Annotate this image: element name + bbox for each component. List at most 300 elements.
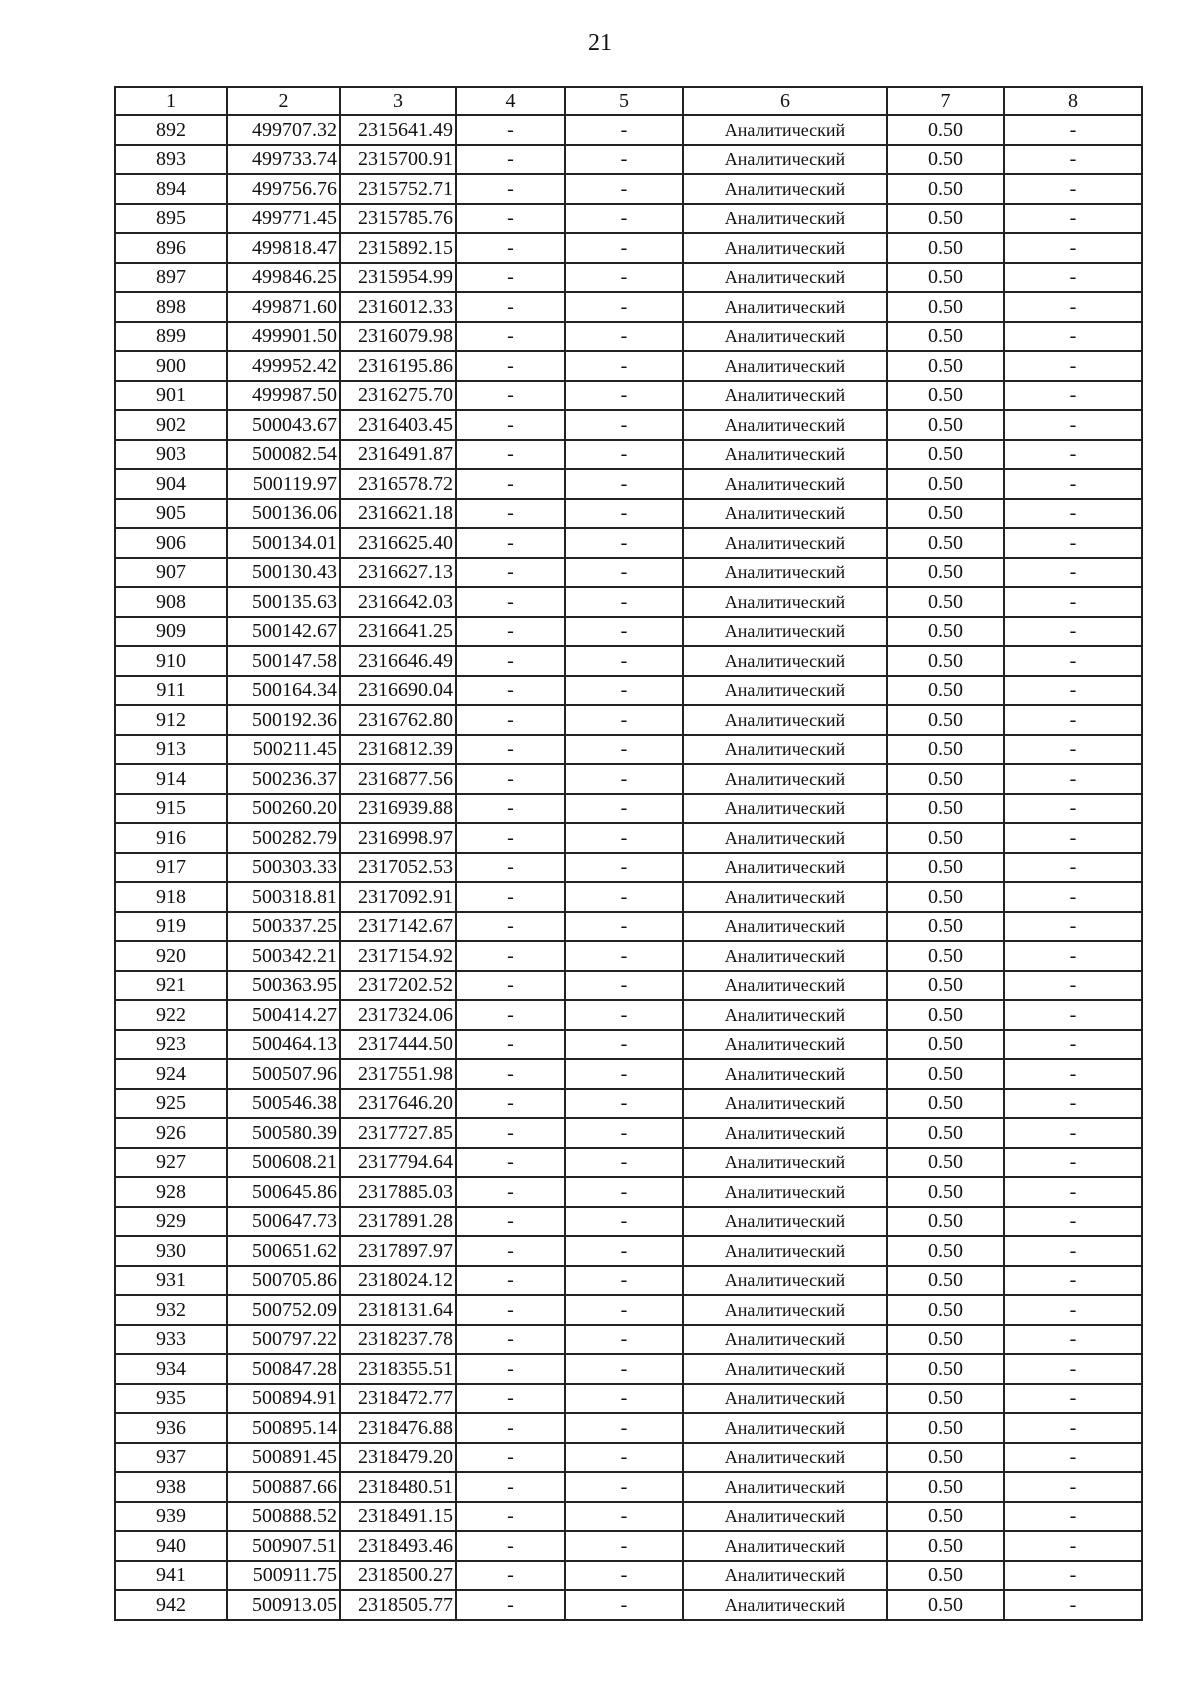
cell-col-4: - (456, 1325, 565, 1355)
cell-point-number: 898 (115, 292, 227, 322)
table-row (115, 1590, 1142, 1620)
cell-method: Аналитический (683, 145, 887, 175)
cell-col-8: - (1004, 882, 1142, 912)
cell-x-coordinate: 500282.79 (227, 823, 340, 853)
cell-col-5: - (565, 1030, 683, 1060)
cell-y-coordinate: 2316578.72 (340, 469, 456, 499)
table-row (115, 1266, 1142, 1296)
cell-method: Аналитический (683, 1000, 887, 1030)
cell-accuracy: 0.50 (887, 1413, 1004, 1443)
cell-x-coordinate: 500705.86 (227, 1266, 340, 1296)
cell-point-number: 941 (115, 1561, 227, 1591)
cell-point-number: 938 (115, 1472, 227, 1502)
cell-accuracy: 0.50 (887, 410, 1004, 440)
cell-y-coordinate: 2317202.52 (340, 971, 456, 1001)
table-row (115, 617, 1142, 647)
cell-accuracy: 0.50 (887, 233, 1004, 263)
table-row (115, 1236, 1142, 1266)
cell-col-5: - (565, 1089, 683, 1119)
cell-col-8: - (1004, 1266, 1142, 1296)
table-row (115, 174, 1142, 204)
table-header-row (115, 87, 1142, 115)
cell-col-4: - (456, 1118, 565, 1148)
cell-x-coordinate: 499952.42 (227, 351, 340, 381)
table-row (115, 1561, 1142, 1591)
cell-point-number: 894 (115, 174, 227, 204)
cell-accuracy: 0.50 (887, 646, 1004, 676)
cell-col-5: - (565, 381, 683, 411)
cell-col-4: - (456, 233, 565, 263)
table-row (115, 1030, 1142, 1060)
cell-x-coordinate: 500136.06 (227, 499, 340, 529)
cell-col-8: - (1004, 322, 1142, 352)
cell-method: Аналитический (683, 440, 887, 470)
cell-col-4: - (456, 440, 565, 470)
cell-accuracy: 0.50 (887, 528, 1004, 558)
cell-col-4: - (456, 1472, 565, 1502)
cell-point-number: 912 (115, 705, 227, 735)
cell-method: Аналитический (683, 794, 887, 824)
table-row (115, 499, 1142, 529)
cell-y-coordinate: 2316625.40 (340, 528, 456, 558)
cell-y-coordinate: 2317324.06 (340, 1000, 456, 1030)
cell-col-4: - (456, 912, 565, 942)
cell-y-coordinate: 2316939.88 (340, 794, 456, 824)
cell-point-number: 929 (115, 1207, 227, 1237)
cell-col-8: - (1004, 1148, 1142, 1178)
cell-col-8: - (1004, 823, 1142, 853)
cell-col-8: - (1004, 1384, 1142, 1414)
cell-point-number: 903 (115, 440, 227, 470)
column-header-6: 6 (683, 87, 887, 115)
cell-col-8: - (1004, 912, 1142, 942)
cell-accuracy: 0.50 (887, 587, 1004, 617)
cell-x-coordinate: 500752.09 (227, 1295, 340, 1325)
cell-x-coordinate: 500608.21 (227, 1148, 340, 1178)
cell-method: Аналитический (683, 941, 887, 971)
cell-x-coordinate: 500192.36 (227, 705, 340, 735)
cell-point-number: 896 (115, 233, 227, 263)
cell-method: Аналитический (683, 971, 887, 1001)
cell-point-number: 913 (115, 735, 227, 765)
cell-y-coordinate: 2315700.91 (340, 145, 456, 175)
table-row (115, 440, 1142, 470)
cell-method: Аналитический (683, 1059, 887, 1089)
cell-x-coordinate: 500318.81 (227, 882, 340, 912)
cell-col-8: - (1004, 558, 1142, 588)
cell-col-8: - (1004, 1177, 1142, 1207)
column-header-3: 3 (340, 87, 456, 115)
cell-col-4: - (456, 1000, 565, 1030)
cell-accuracy: 0.50 (887, 617, 1004, 647)
cell-col-8: - (1004, 1443, 1142, 1473)
cell-col-5: - (565, 646, 683, 676)
cell-accuracy: 0.50 (887, 1236, 1004, 1266)
cell-col-4: - (456, 558, 565, 588)
cell-x-coordinate: 500891.45 (227, 1443, 340, 1473)
cell-col-8: - (1004, 410, 1142, 440)
cell-col-4: - (456, 351, 565, 381)
cell-col-5: - (565, 735, 683, 765)
cell-method: Аналитический (683, 1531, 887, 1561)
cell-method: Аналитический (683, 882, 887, 912)
cell-accuracy: 0.50 (887, 1354, 1004, 1384)
cell-col-4: - (456, 1443, 565, 1473)
cell-point-number: 895 (115, 204, 227, 234)
cell-y-coordinate: 2316812.39 (340, 735, 456, 765)
cell-col-8: - (1004, 735, 1142, 765)
cell-col-5: - (565, 351, 683, 381)
column-header-8: 8 (1004, 87, 1142, 115)
cell-col-5: - (565, 1384, 683, 1414)
table-row (115, 263, 1142, 293)
cell-col-4: - (456, 115, 565, 145)
cell-y-coordinate: 2316998.97 (340, 823, 456, 853)
cell-col-4: - (456, 528, 565, 558)
table-row (115, 646, 1142, 676)
cell-col-8: - (1004, 676, 1142, 706)
cell-col-8: - (1004, 1561, 1142, 1591)
cell-col-8: - (1004, 499, 1142, 529)
cell-col-8: - (1004, 381, 1142, 411)
cell-point-number: 920 (115, 941, 227, 971)
cell-x-coordinate: 500236.37 (227, 764, 340, 794)
cell-col-8: - (1004, 1059, 1142, 1089)
cell-x-coordinate: 500414.27 (227, 1000, 340, 1030)
cell-point-number: 900 (115, 351, 227, 381)
cell-accuracy: 0.50 (887, 174, 1004, 204)
cell-point-number: 924 (115, 1059, 227, 1089)
cell-y-coordinate: 2318493.46 (340, 1531, 456, 1561)
table-row (115, 1354, 1142, 1384)
cell-col-8: - (1004, 1000, 1142, 1030)
cell-x-coordinate: 500913.05 (227, 1590, 340, 1620)
cell-col-8: - (1004, 1207, 1142, 1237)
cell-x-coordinate: 500647.73 (227, 1207, 340, 1237)
table-row (115, 882, 1142, 912)
column-header-5: 5 (565, 87, 683, 115)
table-row (115, 1502, 1142, 1532)
cell-method: Аналитический (683, 528, 887, 558)
cell-col-5: - (565, 794, 683, 824)
cell-method: Аналитический (683, 351, 887, 381)
cell-col-4: - (456, 174, 565, 204)
cell-col-5: - (565, 1354, 683, 1384)
table-row (115, 1148, 1142, 1178)
table-row (115, 823, 1142, 853)
cell-method: Аналитический (683, 499, 887, 529)
cell-col-5: - (565, 322, 683, 352)
cell-point-number: 921 (115, 971, 227, 1001)
cell-method: Аналитический (683, 558, 887, 588)
cell-accuracy: 0.50 (887, 440, 1004, 470)
table-row (115, 145, 1142, 175)
cell-y-coordinate: 2318024.12 (340, 1266, 456, 1296)
cell-col-5: - (565, 1266, 683, 1296)
cell-accuracy: 0.50 (887, 764, 1004, 794)
cell-y-coordinate: 2318500.27 (340, 1561, 456, 1591)
cell-point-number: 931 (115, 1266, 227, 1296)
cell-x-coordinate: 499733.74 (227, 145, 340, 175)
cell-col-5: - (565, 1000, 683, 1030)
cell-point-number: 932 (115, 1295, 227, 1325)
cell-y-coordinate: 2318479.20 (340, 1443, 456, 1473)
cell-accuracy: 0.50 (887, 381, 1004, 411)
cell-col-4: - (456, 735, 565, 765)
cell-x-coordinate: 500260.20 (227, 794, 340, 824)
table-row (115, 292, 1142, 322)
cell-method: Аналитический (683, 233, 887, 263)
cell-col-8: - (1004, 1354, 1142, 1384)
table-row (115, 528, 1142, 558)
cell-point-number: 915 (115, 794, 227, 824)
cell-col-5: - (565, 263, 683, 293)
cell-col-8: - (1004, 853, 1142, 883)
cell-col-8: - (1004, 794, 1142, 824)
cell-col-5: - (565, 1502, 683, 1532)
cell-col-4: - (456, 322, 565, 352)
cell-accuracy: 0.50 (887, 1177, 1004, 1207)
cell-accuracy: 0.50 (887, 912, 1004, 942)
cell-col-8: - (1004, 115, 1142, 145)
cell-accuracy: 0.50 (887, 882, 1004, 912)
cell-method: Аналитический (683, 1384, 887, 1414)
cell-x-coordinate: 500134.01 (227, 528, 340, 558)
cell-col-4: - (456, 676, 565, 706)
table-row (115, 1118, 1142, 1148)
table-body (115, 115, 1142, 1620)
cell-method: Аналитический (683, 676, 887, 706)
cell-col-4: - (456, 617, 565, 647)
cell-accuracy: 0.50 (887, 1030, 1004, 1060)
cell-col-5: - (565, 617, 683, 647)
cell-x-coordinate: 500911.75 (227, 1561, 340, 1591)
table-row (115, 204, 1142, 234)
cell-col-8: - (1004, 145, 1142, 175)
cell-col-4: - (456, 764, 565, 794)
cell-col-8: - (1004, 1590, 1142, 1620)
table-row (115, 853, 1142, 883)
column-header-7: 7 (887, 87, 1004, 115)
cell-y-coordinate: 2316646.49 (340, 646, 456, 676)
cell-x-coordinate: 500082.54 (227, 440, 340, 470)
table-row (115, 1295, 1142, 1325)
cell-point-number: 910 (115, 646, 227, 676)
cell-point-number: 904 (115, 469, 227, 499)
cell-col-5: - (565, 1118, 683, 1148)
table-row (115, 558, 1142, 588)
cell-method: Аналитический (683, 823, 887, 853)
cell-col-4: - (456, 204, 565, 234)
cell-x-coordinate: 499756.76 (227, 174, 340, 204)
cell-y-coordinate: 2317154.92 (340, 941, 456, 971)
cell-y-coordinate: 2317646.20 (340, 1089, 456, 1119)
cell-col-4: - (456, 587, 565, 617)
cell-accuracy: 0.50 (887, 1148, 1004, 1178)
cell-col-4: - (456, 381, 565, 411)
cell-x-coordinate: 500507.96 (227, 1059, 340, 1089)
cell-x-coordinate: 500464.13 (227, 1030, 340, 1060)
cell-accuracy: 0.50 (887, 558, 1004, 588)
cell-accuracy: 0.50 (887, 1590, 1004, 1620)
cell-point-number: 908 (115, 587, 227, 617)
cell-method: Аналитический (683, 764, 887, 794)
cell-method: Аналитический (683, 853, 887, 883)
cell-y-coordinate: 2317727.85 (340, 1118, 456, 1148)
cell-accuracy: 0.50 (887, 1295, 1004, 1325)
cell-col-5: - (565, 587, 683, 617)
cell-accuracy: 0.50 (887, 853, 1004, 883)
cell-point-number: 925 (115, 1089, 227, 1119)
cell-col-4: - (456, 1295, 565, 1325)
cell-accuracy: 0.50 (887, 971, 1004, 1001)
cell-col-5: - (565, 823, 683, 853)
cell-y-coordinate: 2317142.67 (340, 912, 456, 942)
cell-x-coordinate: 499818.47 (227, 233, 340, 263)
cell-x-coordinate: 500043.67 (227, 410, 340, 440)
cell-col-4: - (456, 1207, 565, 1237)
column-header-4: 4 (456, 87, 565, 115)
cell-method: Аналитический (683, 322, 887, 352)
column-header-1: 1 (115, 87, 227, 115)
cell-col-5: - (565, 1443, 683, 1473)
cell-col-5: - (565, 1561, 683, 1591)
cell-x-coordinate: 500142.67 (227, 617, 340, 647)
cell-col-5: - (565, 1325, 683, 1355)
cell-point-number: 893 (115, 145, 227, 175)
cell-accuracy: 0.50 (887, 115, 1004, 145)
cell-col-8: - (1004, 646, 1142, 676)
cell-accuracy: 0.50 (887, 1089, 1004, 1119)
cell-x-coordinate: 500847.28 (227, 1354, 340, 1384)
cell-point-number: 930 (115, 1236, 227, 1266)
cell-point-number: 942 (115, 1590, 227, 1620)
cell-col-4: - (456, 882, 565, 912)
cell-method: Аналитический (683, 263, 887, 293)
cell-y-coordinate: 2317052.53 (340, 853, 456, 883)
cell-accuracy: 0.50 (887, 735, 1004, 765)
cell-y-coordinate: 2318505.77 (340, 1590, 456, 1620)
cell-x-coordinate: 499771.45 (227, 204, 340, 234)
cell-col-4: - (456, 1590, 565, 1620)
cell-method: Аналитический (683, 1177, 887, 1207)
cell-method: Аналитический (683, 1148, 887, 1178)
cell-x-coordinate: 500147.58 (227, 646, 340, 676)
cell-x-coordinate: 499846.25 (227, 263, 340, 293)
cell-col-5: - (565, 469, 683, 499)
cell-col-4: - (456, 1561, 565, 1591)
cell-col-8: - (1004, 1325, 1142, 1355)
cell-accuracy: 0.50 (887, 1118, 1004, 1148)
cell-method: Аналитический (683, 1295, 887, 1325)
cell-point-number: 911 (115, 676, 227, 706)
table-row (115, 381, 1142, 411)
cell-method: Аналитический (683, 1502, 887, 1532)
cell-x-coordinate: 500546.38 (227, 1089, 340, 1119)
cell-method: Аналитический (683, 410, 887, 440)
table-row (115, 735, 1142, 765)
cell-point-number: 906 (115, 528, 227, 558)
page-number: 21 (588, 30, 612, 56)
table-row (115, 705, 1142, 735)
cell-accuracy: 0.50 (887, 1531, 1004, 1561)
cell-accuracy: 0.50 (887, 1384, 1004, 1414)
cell-col-8: - (1004, 1295, 1142, 1325)
cell-x-coordinate: 500337.25 (227, 912, 340, 942)
cell-x-coordinate: 500907.51 (227, 1531, 340, 1561)
cell-y-coordinate: 2318480.51 (340, 1472, 456, 1502)
cell-col-8: - (1004, 617, 1142, 647)
cell-accuracy: 0.50 (887, 1207, 1004, 1237)
cell-method: Аналитический (683, 469, 887, 499)
cell-y-coordinate: 2317092.91 (340, 882, 456, 912)
cell-accuracy: 0.50 (887, 292, 1004, 322)
cell-col-5: - (565, 528, 683, 558)
cell-col-8: - (1004, 1472, 1142, 1502)
cell-col-5: - (565, 145, 683, 175)
cell-col-8: - (1004, 1030, 1142, 1060)
cell-col-5: - (565, 1472, 683, 1502)
cell-y-coordinate: 2316641.25 (340, 617, 456, 647)
table-row (115, 1207, 1142, 1237)
cell-y-coordinate: 2317794.64 (340, 1148, 456, 1178)
cell-y-coordinate: 2315641.49 (340, 115, 456, 145)
cell-method: Аналитический (683, 1236, 887, 1266)
cell-col-5: - (565, 1207, 683, 1237)
cell-y-coordinate: 2317891.28 (340, 1207, 456, 1237)
cell-x-coordinate: 500895.14 (227, 1413, 340, 1443)
cell-col-4: - (456, 941, 565, 971)
cell-col-8: - (1004, 351, 1142, 381)
cell-y-coordinate: 2316012.33 (340, 292, 456, 322)
cell-x-coordinate: 500645.86 (227, 1177, 340, 1207)
cell-col-5: - (565, 764, 683, 794)
cell-y-coordinate: 2318472.77 (340, 1384, 456, 1414)
cell-col-4: - (456, 705, 565, 735)
cell-method: Аналитический (683, 1413, 887, 1443)
cell-y-coordinate: 2316275.70 (340, 381, 456, 411)
cell-accuracy: 0.50 (887, 941, 1004, 971)
cell-x-coordinate: 500119.97 (227, 469, 340, 499)
cell-col-8: - (1004, 1236, 1142, 1266)
cell-col-8: - (1004, 971, 1142, 1001)
cell-col-4: - (456, 1177, 565, 1207)
table-row (115, 676, 1142, 706)
cell-point-number: 905 (115, 499, 227, 529)
cell-y-coordinate: 2317551.98 (340, 1059, 456, 1089)
cell-point-number: 940 (115, 1531, 227, 1561)
table-row (115, 1089, 1142, 1119)
cell-accuracy: 0.50 (887, 322, 1004, 352)
coordinates-table (114, 86, 1143, 1621)
cell-point-number: 899 (115, 322, 227, 352)
cell-col-4: - (456, 1236, 565, 1266)
cell-col-4: - (456, 1502, 565, 1532)
table-row (115, 587, 1142, 617)
cell-method: Аналитический (683, 1030, 887, 1060)
cell-y-coordinate: 2316690.04 (340, 676, 456, 706)
table-row (115, 469, 1142, 499)
cell-method: Аналитический (683, 1472, 887, 1502)
cell-point-number: 918 (115, 882, 227, 912)
cell-x-coordinate: 500211.45 (227, 735, 340, 765)
cell-y-coordinate: 2316621.18 (340, 499, 456, 529)
table-row (115, 1443, 1142, 1473)
cell-x-coordinate: 500130.43 (227, 558, 340, 588)
cell-x-coordinate: 500164.34 (227, 676, 340, 706)
cell-point-number: 909 (115, 617, 227, 647)
cell-col-4: - (456, 971, 565, 1001)
